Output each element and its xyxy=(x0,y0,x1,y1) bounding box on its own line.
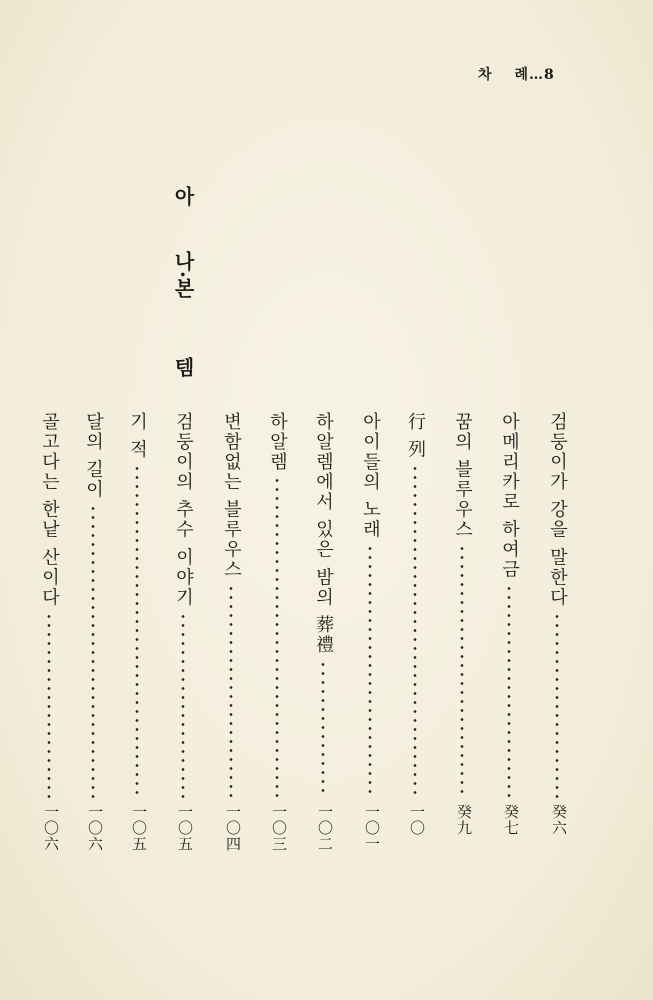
header-right: 례…8 xyxy=(514,67,555,83)
running-header xyxy=(478,64,555,84)
leader-dots xyxy=(544,612,570,798)
toc-entry-title: 변함없는 블루우스 xyxy=(221,412,242,580)
toc-page-number: 一〇三 xyxy=(270,804,288,852)
toc-page-number: 癸九 xyxy=(455,804,473,836)
leader-dots xyxy=(357,544,383,798)
toc-page-number: 一〇 xyxy=(408,804,426,836)
toc-entry-title: 아이들의 노래 xyxy=(360,412,381,540)
toc-entry-title: 하알렘 xyxy=(267,412,288,472)
toc-entry xyxy=(170,412,196,852)
toc-entry-title: 行 列 xyxy=(405,412,426,460)
toc-entry xyxy=(36,412,62,852)
leader-dots xyxy=(264,476,290,798)
toc-entry-title: 아메리카로 하여금 xyxy=(499,412,520,580)
toc-entry xyxy=(264,412,290,852)
leader-dots xyxy=(36,612,62,798)
toc-page-number: 一〇五 xyxy=(130,804,148,852)
toc-entry-title: 골고다는 한낱 산이다 xyxy=(39,412,60,608)
leader-dots xyxy=(124,464,150,798)
toc-page-number: 一〇六 xyxy=(42,804,60,852)
toc-page-number: 一〇二 xyxy=(316,804,334,852)
section-title-part: 템 xyxy=(171,356,195,377)
toc-entry xyxy=(80,412,106,852)
header-left: 차 xyxy=(478,67,493,83)
leader-dots xyxy=(310,660,336,798)
section-title-part: 아 xyxy=(171,186,195,206)
leader-dots xyxy=(496,584,522,798)
toc-page-number: 癸七 xyxy=(502,804,520,836)
leader-dots xyxy=(80,504,106,798)
toc-entry xyxy=(402,412,428,836)
leader-dots xyxy=(218,584,244,798)
toc-entry-title: 검둥이의 추수 이야기 xyxy=(173,412,194,608)
leader-dots xyxy=(449,544,475,798)
toc-entry xyxy=(310,412,336,852)
toc-page-number: 一〇六 xyxy=(86,804,104,852)
toc-entry-title: 달의 길이 xyxy=(83,412,104,500)
toc-page-number: 癸六 xyxy=(550,804,568,836)
leader-dots xyxy=(170,612,196,798)
toc-entry xyxy=(544,412,570,836)
toc-entry-title: 하알렘에서 있은 밤의 葬禮 xyxy=(313,412,334,656)
section-title-part: 나·본 xyxy=(171,250,195,298)
toc-page-number: 一〇四 xyxy=(224,804,242,852)
toc-entry xyxy=(124,412,150,852)
toc-entry xyxy=(449,412,475,836)
toc-entry xyxy=(218,412,244,852)
toc-entry xyxy=(496,412,522,836)
toc-entry-title: 꿈의 블루우스 xyxy=(452,412,473,540)
toc-page-number: 一〇一 xyxy=(363,804,381,852)
leader-dots xyxy=(402,464,428,798)
toc-entry-title: 기 적 xyxy=(127,412,148,460)
toc-entry-title: 검둥이가 강을 말한다 xyxy=(547,412,568,608)
section-title xyxy=(168,186,198,377)
toc-entry xyxy=(357,412,383,852)
toc-page-number: 一〇五 xyxy=(176,804,194,852)
